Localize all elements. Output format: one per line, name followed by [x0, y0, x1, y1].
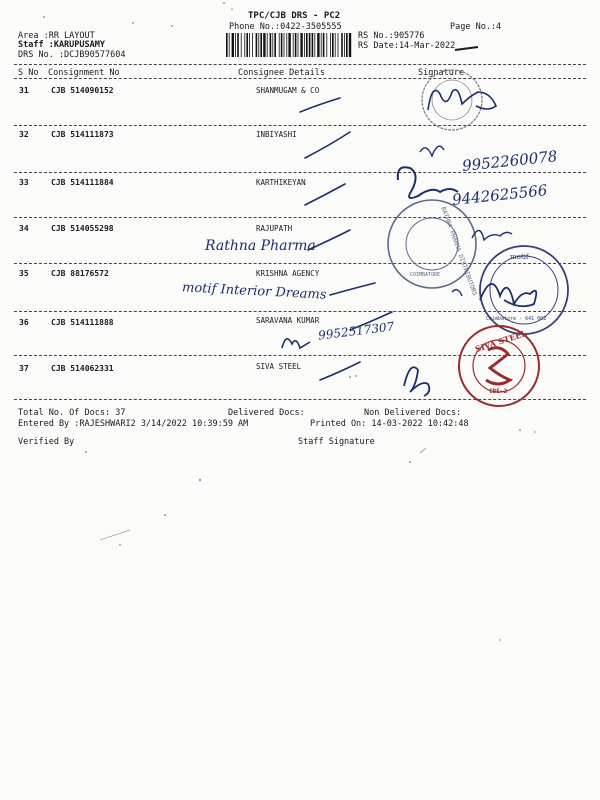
handwritten-phone-3: 9952517307 — [317, 319, 395, 343]
row-consignee: INBIYASHI — [256, 130, 297, 139]
staff-label: Staff :KARUPUSAMY — [18, 40, 105, 50]
row-sno: 36 — [19, 318, 29, 327]
siva-steel-stamp-top: SIVA STEEL — [473, 327, 528, 355]
signature-row35 — [480, 284, 536, 306]
rathna-stamp-city: COIMBATORE — [410, 272, 441, 278]
handwritten-phone-2: 9442625566 — [451, 181, 549, 209]
handwritten-name-1: Rathna Pharma — [205, 238, 316, 254]
entered-by: Entered By :RAJESHWARI2 3/14/2022 10:39:59 AM — [18, 419, 249, 429]
verified-by: Verified By — [18, 437, 75, 447]
row-sno: 32 — [19, 130, 29, 139]
row-consignee: SHANMUGAM & CO — [256, 86, 320, 95]
row-consignment: CJB 514111884 — [51, 178, 114, 187]
rs-date: RS Date:14-Mar-2022 — [358, 41, 456, 51]
row-consignee: KARTHIKEYAN — [256, 178, 306, 187]
handwritten-phone-1: 9952260078 — [461, 147, 559, 175]
total-docs: Total No. Of Docs: 37 — [18, 408, 126, 418]
rs-number: RS No.:905776 — [358, 31, 425, 41]
row-consignment: CJB 514111888 — [51, 318, 114, 327]
document-title: TPC/CJB DRS - PC2 — [248, 11, 341, 21]
row-sno: 35 — [19, 269, 29, 278]
signature-row34 — [472, 230, 512, 240]
row-sno: 34 — [19, 224, 29, 233]
signature-row37 — [404, 367, 429, 396]
initial-mark — [452, 290, 462, 296]
row-consignee: KRISHNA AGENCY — [256, 269, 320, 278]
row-consignment: CJB 88176572 — [51, 269, 109, 278]
signature-row32 — [420, 146, 444, 156]
row-sno: 37 — [19, 364, 29, 373]
row-consignment: CJB 514062331 — [51, 364, 114, 373]
row-consignment: CJB 514090152 — [51, 86, 114, 95]
motif-stamp-top: motif — [510, 253, 529, 261]
row-consignment: CJB 514055298 — [51, 224, 114, 233]
delivered-docs: Delivered Docs: — [228, 408, 305, 418]
motif-stamp-bottom: Coimbatore - 641 002 — [486, 316, 547, 322]
row-sno: 33 — [19, 178, 29, 187]
page-number: Page No.:4 — [450, 22, 502, 32]
row-consignee: SIVA STEEL — [256, 362, 302, 371]
printed-on: Printed On: 14-03-2022 10:42:48 — [310, 419, 469, 429]
company-stamp-row31 — [422, 70, 482, 130]
rathna-stamp-text: RATHNA PHARMA DISTRIBUTORS — [439, 206, 479, 297]
siva-steel-stamp-bottom: CBE-2 — [489, 388, 508, 395]
row-consignee: RAJUPATH — [256, 224, 293, 233]
row-consignee: SARAVANA KUMAR — [256, 316, 320, 325]
row-consignment: CJB 514111873 — [51, 130, 114, 139]
scan-speckles — [43, 2, 535, 640]
non-delivered-docs: Non Delivered Docs: — [364, 408, 462, 418]
column-consignment: Consignment No — [48, 68, 120, 78]
column-sno: S No — [18, 68, 39, 78]
signature-row31 — [428, 90, 496, 110]
column-consignee: Consignee Details — [238, 68, 325, 78]
signature-row36 — [282, 339, 310, 348]
drs-number: DRS No. :DCJB90577604 — [18, 50, 126, 60]
signature-row33 — [398, 167, 458, 198]
staff-signature-label: Staff Signature — [298, 437, 375, 447]
handwritten-name-2: motif Interior Dreams — [181, 280, 327, 303]
column-signature: Signature — [418, 68, 465, 78]
phone-number: Phone No.:0422-3505555 — [229, 22, 342, 32]
area-label: Area :RR LAYOUT — [18, 31, 95, 41]
row-sno: 31 — [19, 86, 29, 95]
